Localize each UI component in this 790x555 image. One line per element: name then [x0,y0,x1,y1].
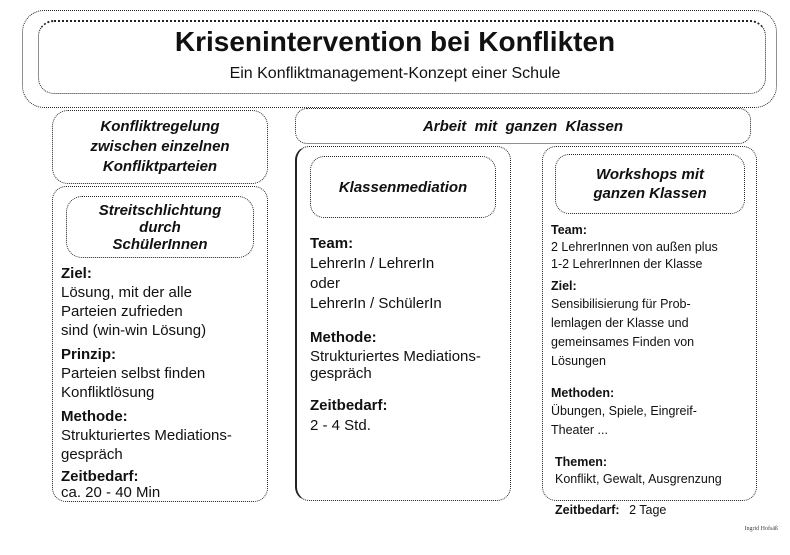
left-header-line: Konfliktparteien [102,158,218,175]
methoden-line: Übungen, Spiele, Eingreif- [551,404,697,418]
page-title: Krisenintervention bei Konflikten [174,26,616,57]
team-label: Team: [551,223,587,237]
zeitbedarf-value: 2 - 4 Std. [310,417,371,434]
zeitbedarf-label: Zeitbedarf: [310,397,388,414]
workshops-box [555,154,745,214]
methode-label: Methode: [61,408,128,425]
middle-sub-title: Klassenmediation [338,178,468,196]
methoden-label: Methoden: [551,386,615,400]
streitschlichtung-box [66,196,254,258]
team-label: Team: [310,235,354,252]
right-header-box [295,108,751,144]
klassenmediation-box [310,156,496,218]
themen-label: Themen: [555,455,608,469]
team-line: LehrerIn / SchülerIn [310,295,442,312]
ziel-label: Ziel: [551,279,577,293]
zeitbedarf-value: 2 Tage [629,503,667,517]
left-header-line: zwischen einzelnen [90,138,230,155]
ziel-label: Ziel: [61,265,92,282]
ziel-line: Sensibilisierung für Prob- [551,297,691,311]
page-subtitle: Ein Konfliktmanagement-Konzept einer Schule [229,65,561,82]
right-details [551,222,756,519]
zeitbedarf-label: Zeitbedarf: [555,503,620,517]
left-sub-line: durch [139,218,181,236]
left-header-line: Konfliktregelung [100,118,220,135]
methoden-line: Theater ... [551,423,608,437]
team-line: oder [310,275,341,292]
zeitbedarf-value: ca. 20 - 40 Min [61,484,161,501]
ziel-line: Lösungen [551,354,606,368]
prinzip-label: Prinzip: [61,346,116,363]
left-sub-line: SchülerInnen [112,235,208,253]
ziel-line: gemeinsames Finden von [551,335,695,349]
prinzip-line: Konfliktlösung [61,384,155,401]
team-line: 2 LehrerInnen von außen plus [551,240,718,254]
methode-line: gespräch [310,365,372,382]
ziel-line: Parteien zufrieden [61,303,183,320]
prinzip-line: Parteien selbst finden [61,365,206,382]
methode-line: Strukturiertes Mediations- [310,348,481,365]
right-header-text: Arbeit mit ganzen Klassen [422,117,624,135]
zeitbedarf-label: Zeitbedarf: [61,468,139,485]
ziel-line: sind (win-win Lösung) [61,322,207,339]
right-sub-line: ganzen Klassen [593,185,707,202]
ziel-line: lemlagen der Klasse und [551,316,689,330]
right-sub-line: Workshops mit [595,166,705,183]
methode-line: gespräch [61,446,123,463]
left-details [61,264,266,501]
ziel-line: Lösung, mit der alle [61,284,192,301]
zeitbedarf-row [555,502,756,519]
team-line: LehrerIn / LehrerIn [310,255,435,272]
methode-line: Strukturiertes Mediations- [61,427,232,444]
left-header-box [52,110,268,184]
methode-label: Methode: [310,329,377,346]
team-line: 1-2 LehrerInnen der Klasse [551,257,703,271]
left-sub-line: Streitschlichtung [98,201,222,219]
themen-value: Konflikt, Gewalt, Ausgrenzung [555,472,722,486]
author-credit: Ingrid Hofsäß [744,526,778,532]
middle-details [310,234,510,436]
